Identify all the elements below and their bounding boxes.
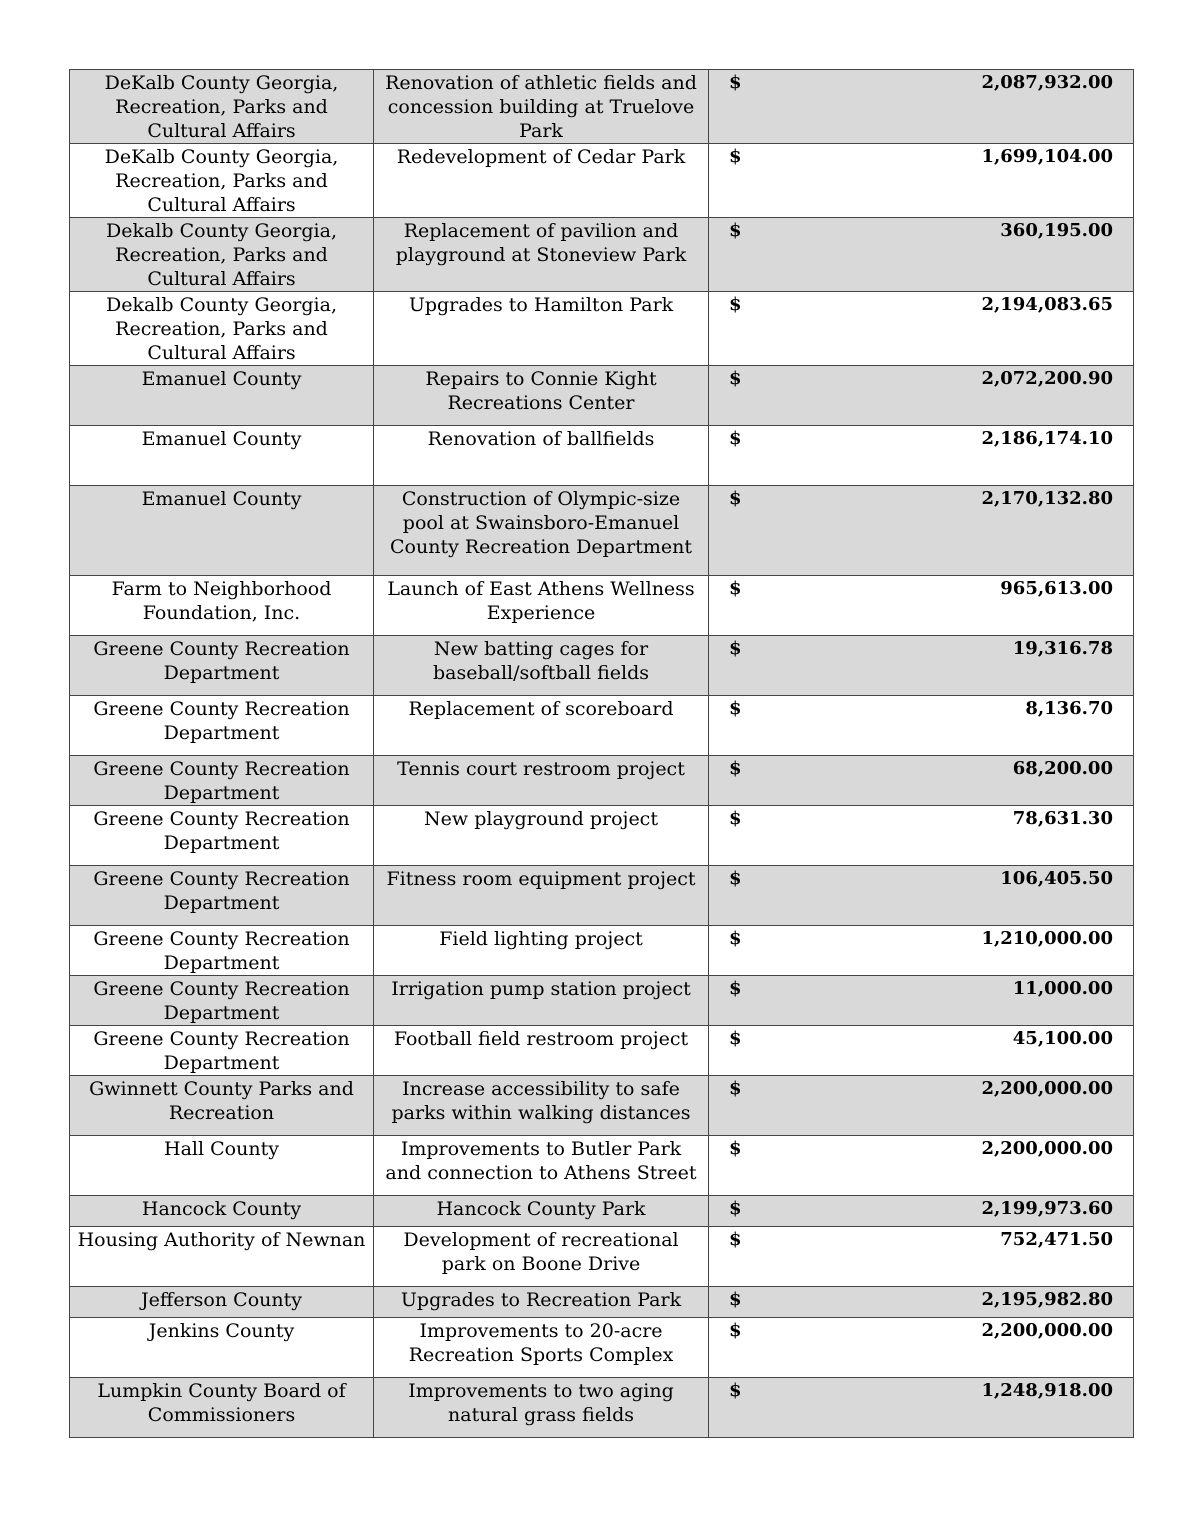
project-cell: Renovation of athletic fields and concession building at Truelove Park [374, 70, 709, 144]
currency-symbol: $ [729, 758, 742, 779]
table-row [70, 1076, 1134, 1136]
amount-cell [709, 926, 1134, 976]
organization-cell: Dekalb County Georgia, Recreation, Parks and Cultural Affairs [70, 218, 374, 292]
table-row [70, 1227, 1134, 1287]
table-row [70, 218, 1134, 292]
amount-value: 360,195.00 [1000, 220, 1113, 241]
project-cell: Construction of Olympic-size pool at Swainsboro-Emanuel County Recreation Department [374, 486, 709, 576]
amount-value: 752,471.50 [1000, 1229, 1113, 1250]
organization-cell: Dekalb County Georgia, Recreation, Parks and Cultural Affairs [70, 292, 374, 366]
amount-cell [709, 486, 1134, 576]
organization-cell: Emanuel County [70, 366, 374, 426]
table-row [70, 144, 1134, 218]
amount-value: 106,405.50 [1000, 868, 1113, 889]
project-cell: Increase accessibility to safe parks within walking distances [374, 1076, 709, 1136]
project-cell: Repairs to Connie Kight Recreations Center [374, 366, 709, 426]
table-row [70, 1287, 1134, 1318]
project-cell: Fitness room equipment project [374, 866, 709, 926]
currency-symbol: $ [729, 698, 742, 719]
amount-cell [709, 1287, 1134, 1318]
project-cell: Irrigation pump station project [374, 976, 709, 1026]
currency-symbol: $ [729, 294, 742, 315]
currency-symbol: $ [729, 1138, 742, 1159]
organization-cell: Greene County Recreation Department [70, 696, 374, 756]
organization-cell: Hall County [70, 1136, 374, 1196]
amount-cell [709, 1227, 1134, 1287]
amount-value: 8,136.70 [1025, 698, 1113, 719]
currency-symbol: $ [729, 808, 742, 829]
currency-symbol: $ [729, 928, 742, 949]
amount-value: 2,200,000.00 [981, 1078, 1113, 1099]
project-cell: Field lighting project [374, 926, 709, 976]
table-row [70, 1196, 1134, 1227]
currency-symbol: $ [729, 368, 742, 389]
project-cell: Replacement of scoreboard [374, 696, 709, 756]
amount-value: 19,316.78 [1012, 638, 1113, 659]
amount-cell [709, 756, 1134, 806]
amount-value: 2,186,174.10 [981, 428, 1113, 449]
table-row [70, 292, 1134, 366]
amount-cell [709, 806, 1134, 866]
table-row [70, 696, 1134, 756]
currency-symbol: $ [729, 220, 742, 241]
amount-value: 2,200,000.00 [981, 1138, 1113, 1159]
organization-cell: Emanuel County [70, 426, 374, 486]
project-cell: Tennis court restroom project [374, 756, 709, 806]
project-cell: Renovation of ballfields [374, 426, 709, 486]
organization-cell: DeKalb County Georgia, Recreation, Parks and Cultural Affairs [70, 70, 374, 144]
organization-cell: Greene County Recreation Department [70, 756, 374, 806]
currency-symbol: $ [729, 72, 742, 93]
organization-cell: Greene County Recreation Department [70, 636, 374, 696]
amount-value: 2,195,982.80 [981, 1289, 1113, 1310]
table-row [70, 486, 1134, 576]
amount-value: 2,199,973.60 [981, 1198, 1113, 1219]
table-row [70, 366, 1134, 426]
amount-value: 78,631.30 [1012, 808, 1113, 829]
organization-cell: Lumpkin County Board of Commissioners [70, 1378, 374, 1438]
amount-value: 2,200,000.00 [981, 1320, 1113, 1341]
table-row [70, 1136, 1134, 1196]
grant-table [69, 69, 1134, 1438]
amount-value: 965,613.00 [1000, 578, 1113, 599]
table-row [70, 426, 1134, 486]
project-cell: Launch of East Athens Wellness Experience [374, 576, 709, 636]
amount-cell [709, 1076, 1134, 1136]
table-row [70, 1318, 1134, 1378]
project-cell: Hancock County Park [374, 1196, 709, 1227]
organization-cell: DeKalb County Georgia, Recreation, Parks and Cultural Affairs [70, 144, 374, 218]
amount-cell [709, 976, 1134, 1026]
table-row [70, 1026, 1134, 1076]
amount-cell [709, 576, 1134, 636]
amount-cell [709, 292, 1134, 366]
amount-cell [709, 1378, 1134, 1438]
organization-cell: Jenkins County [70, 1318, 374, 1378]
project-cell: Upgrades to Recreation Park [374, 1287, 709, 1318]
amount-cell [709, 636, 1134, 696]
currency-symbol: $ [729, 868, 742, 889]
amount-cell [709, 1196, 1134, 1227]
amount-cell [709, 426, 1134, 486]
currency-symbol: $ [729, 1028, 742, 1049]
project-cell: New batting cages for baseball/softball fields [374, 636, 709, 696]
currency-symbol: $ [729, 1289, 742, 1310]
organization-cell: Greene County Recreation Department [70, 926, 374, 976]
amount-value: 1,248,918.00 [981, 1380, 1113, 1401]
amount-cell [709, 866, 1134, 926]
organization-cell: Gwinnett County Parks and Recreation [70, 1076, 374, 1136]
amount-value: 45,100.00 [1012, 1028, 1113, 1049]
table-row [70, 926, 1134, 976]
currency-symbol: $ [729, 1229, 742, 1250]
project-cell: Redevelopment of Cedar Park [374, 144, 709, 218]
project-cell: Football field restroom project [374, 1026, 709, 1076]
organization-cell: Hancock County [70, 1196, 374, 1227]
organization-cell: Farm to Neighborhood Foundation, Inc. [70, 576, 374, 636]
amount-value: 2,087,932.00 [981, 72, 1113, 93]
table-row [70, 756, 1134, 806]
organization-cell: Greene County Recreation Department [70, 976, 374, 1026]
amount-cell [709, 70, 1134, 144]
project-cell: Replacement of pavilion and playground at Stoneview Park [374, 218, 709, 292]
currency-symbol: $ [729, 488, 742, 509]
currency-symbol: $ [729, 978, 742, 999]
project-cell: Upgrades to Hamilton Park [374, 292, 709, 366]
table-row [70, 866, 1134, 926]
project-cell: New playground project [374, 806, 709, 866]
amount-cell [709, 1136, 1134, 1196]
amount-cell [709, 696, 1134, 756]
amount-value: 1,699,104.00 [981, 146, 1113, 167]
currency-symbol: $ [729, 1320, 742, 1341]
table-row [70, 806, 1134, 866]
organization-cell: Greene County Recreation Department [70, 1026, 374, 1076]
amount-cell [709, 366, 1134, 426]
currency-symbol: $ [729, 638, 742, 659]
organization-cell: Emanuel County [70, 486, 374, 576]
table-row [70, 636, 1134, 696]
currency-symbol: $ [729, 578, 742, 599]
currency-symbol: $ [729, 1198, 742, 1219]
amount-cell [709, 1026, 1134, 1076]
organization-cell: Jefferson County [70, 1287, 374, 1318]
amount-cell [709, 1318, 1134, 1378]
organization-cell: Greene County Recreation Department [70, 866, 374, 926]
project-cell: Improvements to Butler Park and connection to Athens Street [374, 1136, 709, 1196]
amount-value: 2,072,200.90 [981, 368, 1113, 389]
table-row [70, 1378, 1134, 1438]
table-row [70, 70, 1134, 144]
organization-cell: Greene County Recreation Department [70, 806, 374, 866]
amount-value: 1,210,000.00 [981, 928, 1113, 949]
currency-symbol: $ [729, 1078, 742, 1099]
amount-value: 2,194,083.65 [981, 294, 1113, 315]
currency-symbol: $ [729, 1380, 742, 1401]
amount-cell [709, 218, 1134, 292]
table-row [70, 576, 1134, 636]
currency-symbol: $ [729, 146, 742, 167]
currency-symbol: $ [729, 428, 742, 449]
amount-cell [709, 144, 1134, 218]
project-cell: Improvements to two aging natural grass fields [374, 1378, 709, 1438]
table-row [70, 976, 1134, 1026]
amount-value: 68,200.00 [1012, 758, 1113, 779]
amount-value: 11,000.00 [1012, 978, 1113, 999]
organization-cell: Housing Authority of Newnan [70, 1227, 374, 1287]
amount-value: 2,170,132.80 [981, 488, 1113, 509]
project-cell: Improvements to 20-acre Recreation Sports Complex [374, 1318, 709, 1378]
project-cell: Development of recreational park on Boone Drive [374, 1227, 709, 1287]
